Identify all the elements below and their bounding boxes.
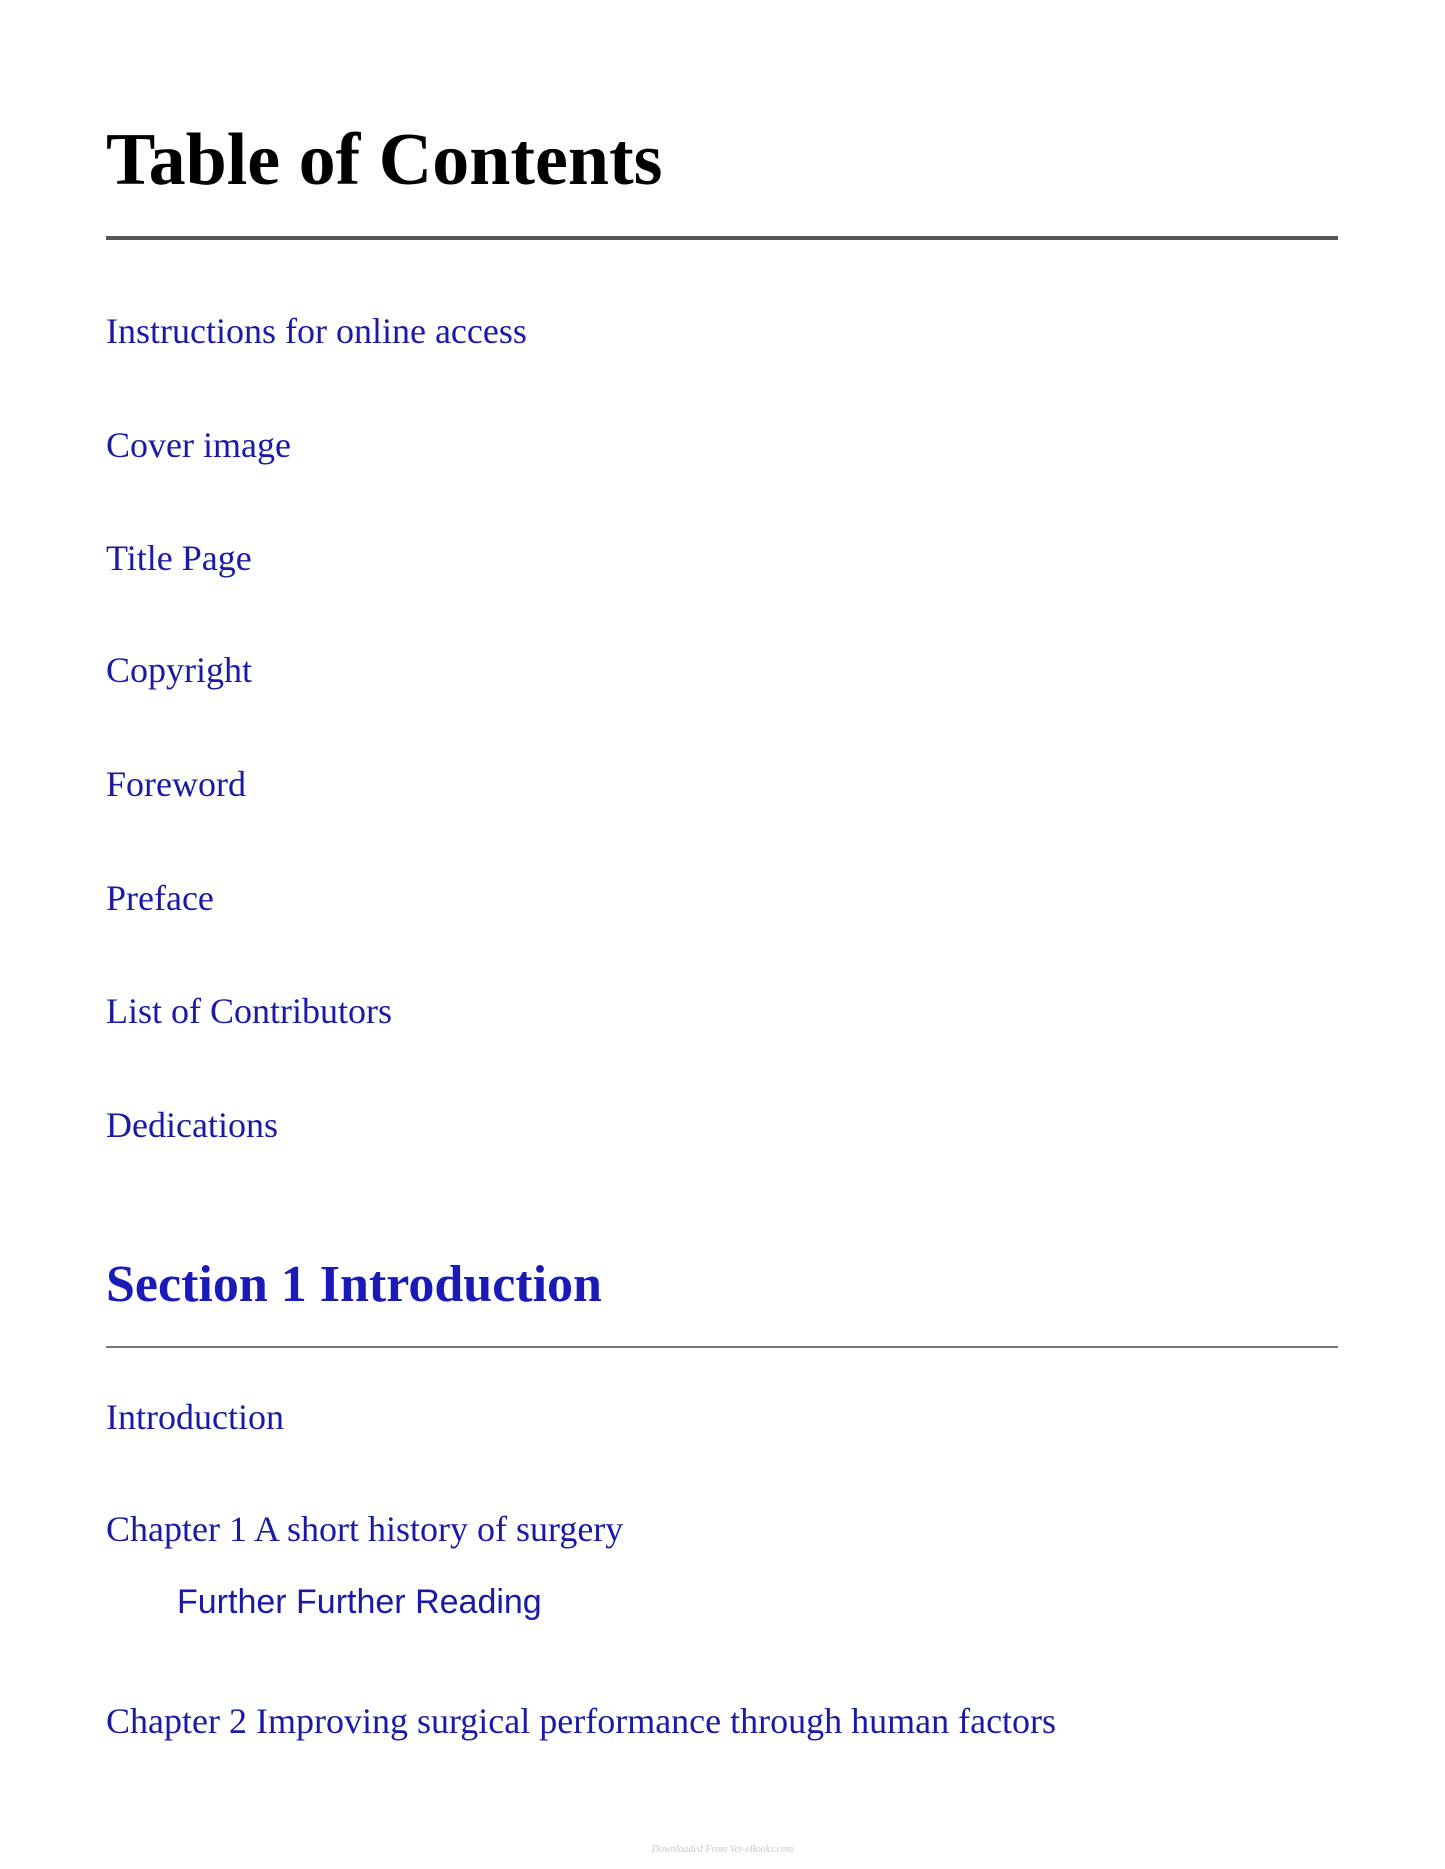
toc-link-further-reading[interactable]: Further Further Reading	[177, 1583, 542, 1621]
toc-link-introduction[interactable]: Introduction	[106, 1397, 284, 1437]
page-title: Table of Contents	[106, 119, 663, 201]
toc-link-cover-image[interactable]: Cover image	[106, 425, 291, 465]
toc-link-chapter-2[interactable]: Chapter 2 Improving surgical performance through human factors	[106, 1701, 1057, 1741]
toc-link-contributors[interactable]: List of Contributors	[106, 991, 392, 1031]
section-heading-link[interactable]: Section 1 Introduction	[106, 1256, 602, 1313]
toc-link-preface[interactable]: Preface	[106, 878, 214, 918]
toc-link-dedications[interactable]: Dedications	[106, 1105, 278, 1145]
toc-link-online-access[interactable]: Instructions for online access	[106, 311, 527, 351]
watermark-text: Downloaded From Vet-eBooks.com	[651, 1844, 794, 1855]
toc-link-chapter-1[interactable]: Chapter 1 A short history of surgery	[106, 1509, 624, 1549]
toc-link-copyright[interactable]: Copyright	[106, 650, 253, 690]
section-divider	[106, 1346, 1338, 1348]
toc-link-foreword[interactable]: Foreword	[106, 764, 246, 804]
toc-link-title-page[interactable]: Title Page	[106, 538, 252, 578]
title-divider	[106, 236, 1338, 240]
